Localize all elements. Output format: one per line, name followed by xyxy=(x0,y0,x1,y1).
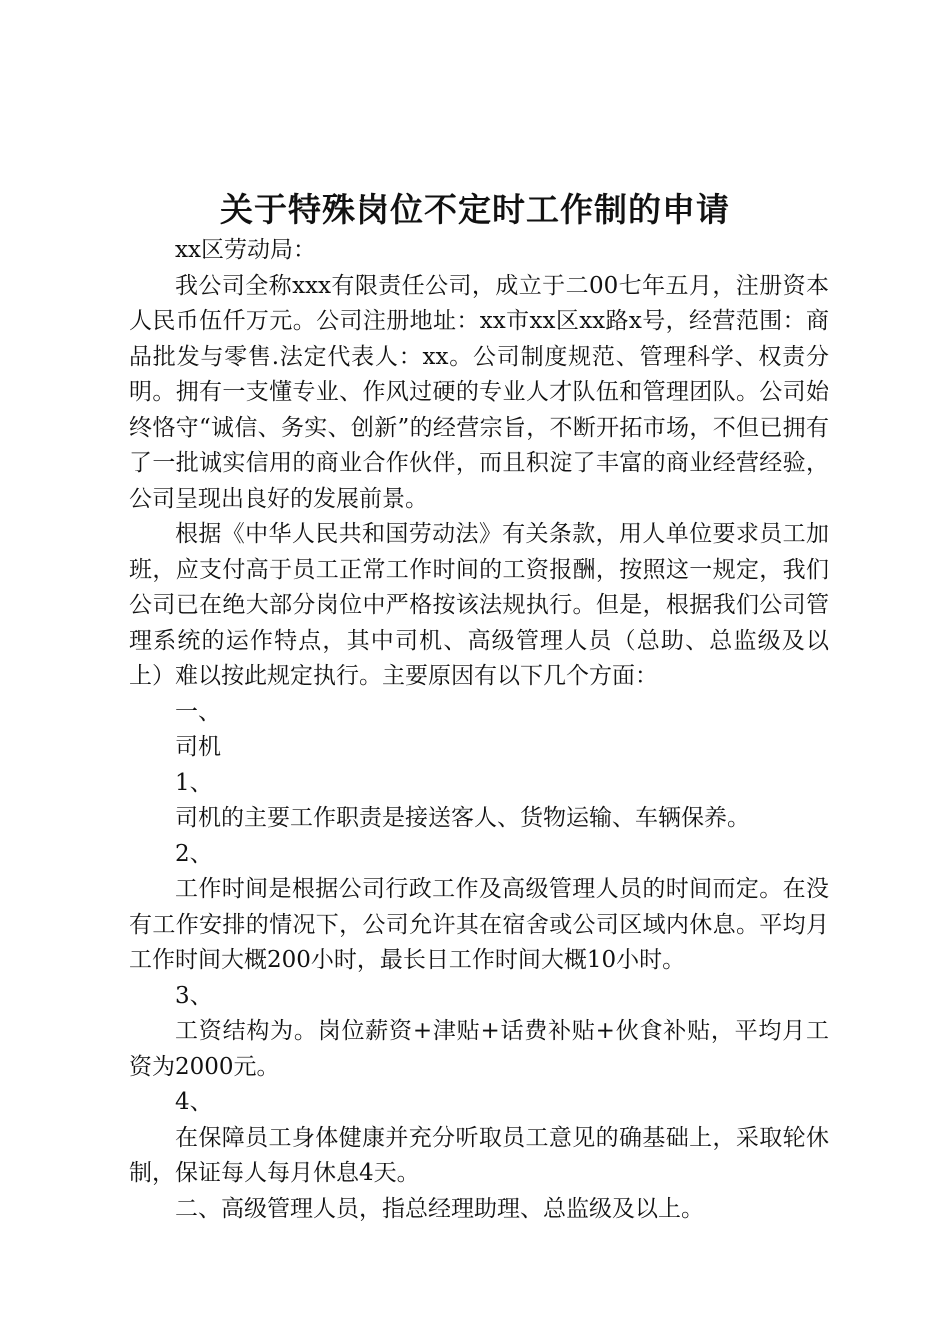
section-heading-one: 一、 xyxy=(175,698,221,725)
document-title: 关于特殊岗位不定时工作制的申请 xyxy=(220,190,730,229)
paragraph-legal-basis: 根据《中华人民共和国劳动法》有关条款，用人单位要求员工加班，应支付高于员工正常工作时间的工资报酬，按照这一规定，我们公司已在绝大部分岗位中严格按该法规执行。但是，根据我们公司管理系统的运作特点，其中司机、高级管理人员（总助、总监级及以上）难以按此规定执行。主要原因有以下几个方面： xyxy=(129,521,829,689)
item-number-4: 4、 xyxy=(175,1089,213,1115)
item-number-2: 2、 xyxy=(175,840,213,867)
section-heading-two: 二、高级管理人员，指总经理助理、总监级及以上。 xyxy=(175,1195,704,1222)
paragraph-company-intro: 我公司全称xxx有限责任公司，成立于二00七年五月，注册资本人民币伍仟万元。公司注册地址：xx市xx区xx路x号，经营范围：商品批发与零售.法定代表人：xx。公司制度规范、管理科学、权责分明。拥有一支懂专业、作风过硬的专业人才队伍和管理团队。公司始终恪守“诚信、务实、创新”的经营宗旨，不断开拓市场，不但已拥有了一批诚实信用的商业合作伙伴，而且积淀了丰富的商业经营经验，公司呈现出良好的发展前景。 xyxy=(129,272,829,512)
salutation: xx区劳动局： xyxy=(175,237,316,263)
item-number-3: 3、 xyxy=(175,982,213,1009)
item-text-3: 工资结构为。岗位薪资+津贴+话费补贴+伙食补贴，平均月工资为2000元。 xyxy=(129,1018,829,1080)
section-title-driver: 司机 xyxy=(175,734,221,760)
item-text-1: 司机的主要工作职责是接送客人、货物运输、车辆保养。 xyxy=(175,805,750,831)
item-text-2: 工作时间是根据公司行政工作及高级管理人员的时间而定。在没有工作安排的情况下，公司允许其在宿舍或公司区域内休息。平均月工作时间大概200小时，最长日工作时间大概10小时。 xyxy=(129,876,829,973)
document-body xyxy=(129,233,829,1227)
item-text-4: 在保障员工身体健康并充分听取员工意见的确基础上，采取轮休制，保证每人每月休息4天。 xyxy=(129,1124,829,1186)
item-number-1: 1、 xyxy=(175,769,213,796)
